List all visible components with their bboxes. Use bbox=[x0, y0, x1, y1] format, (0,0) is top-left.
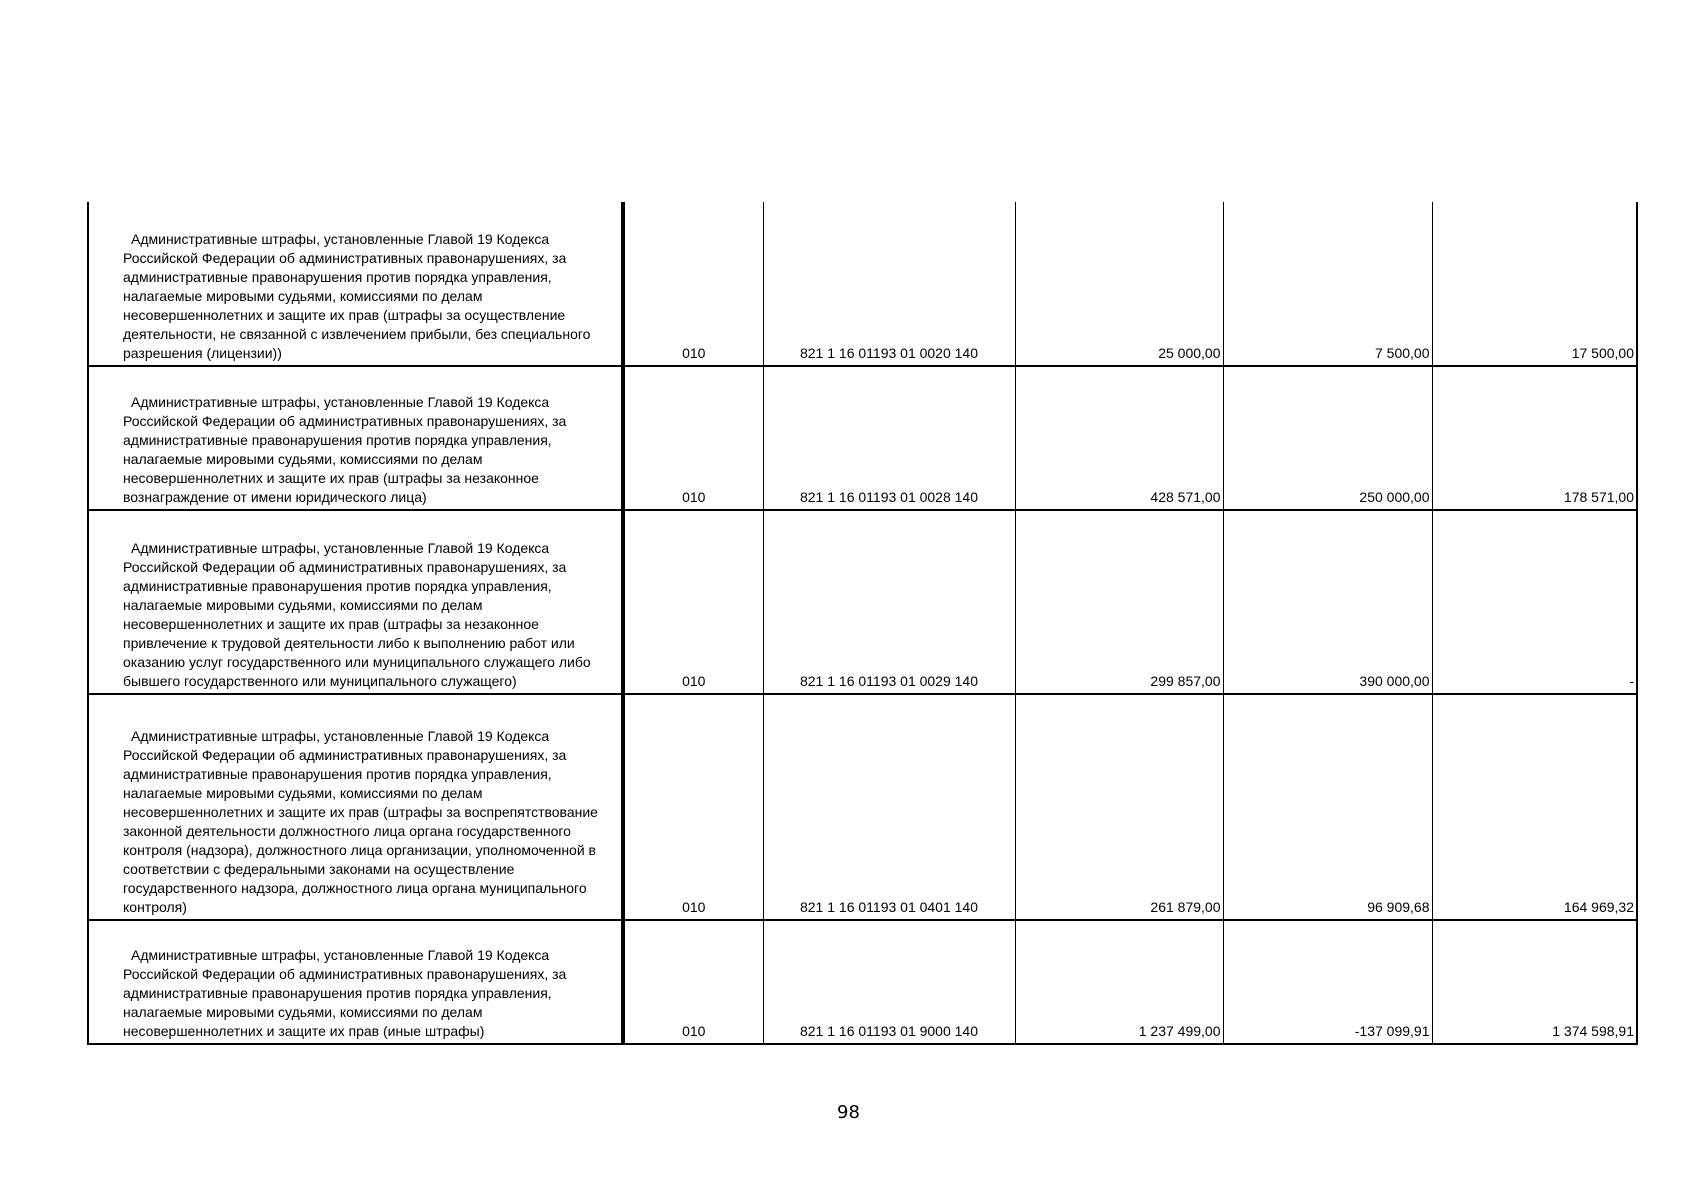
page-number: 98 bbox=[837, 1102, 860, 1123]
row-value-1: 1 237 499,00 bbox=[1015, 920, 1223, 1044]
row-value-3: - bbox=[1432, 510, 1637, 694]
row-line-code: 010 bbox=[623, 202, 763, 366]
row-kbk-code: 821 1 16 01193 01 0028 140 bbox=[763, 366, 1015, 510]
row-value-2: 250 000,00 bbox=[1223, 366, 1432, 510]
row-value-3: 178 571,00 bbox=[1432, 366, 1637, 510]
row-kbk-code: 821 1 16 01193 01 9000 140 bbox=[763, 920, 1015, 1044]
row-line-code: 010 bbox=[623, 920, 763, 1044]
row-value-3: 17 500,00 bbox=[1432, 202, 1637, 366]
row-value-3: 164 969,32 bbox=[1432, 694, 1637, 920]
row-value-3: 1 374 598,91 bbox=[1432, 920, 1637, 1044]
row-value-1: 299 857,00 bbox=[1015, 510, 1223, 694]
row-description-text: Административные штрафы, установленные Главой 19 Кодекса Российской Федерации об административных правонарушениях, за административные правонарушения против порядка управления, налагаемые мировыми судьями, комиссиями по делам несовершеннолетних и защите их прав (иные штрафы) bbox=[123, 947, 567, 1039]
row-value-2: 390 000,00 bbox=[1223, 510, 1432, 694]
row-line-code: 010 bbox=[623, 366, 763, 510]
table-row bbox=[88, 694, 1637, 920]
row-kbk-code: 821 1 16 01193 01 0029 140 bbox=[763, 510, 1015, 694]
table-row bbox=[88, 366, 1637, 510]
report-table bbox=[87, 202, 1638, 1045]
row-description bbox=[88, 202, 623, 366]
row-description bbox=[88, 366, 623, 510]
row-description-text: Административные штрафы, установленные Главой 19 Кодекса Российской Федерации об административных правонарушениях, за административные правонарушения против порядка управления, налагаемые мировыми судьями, комиссиями по делам несовершеннолетних и защите их прав (штрафы за незаконное вознаграждение от имени юридического лица) bbox=[123, 394, 567, 505]
row-value-2: 7 500,00 bbox=[1223, 202, 1432, 366]
row-value-2: -137 099,91 bbox=[1223, 920, 1432, 1044]
row-value-1: 25 000,00 bbox=[1015, 202, 1223, 366]
row-kbk-code: 821 1 16 01193 01 0401 140 bbox=[763, 694, 1015, 920]
row-description bbox=[88, 694, 623, 920]
row-description bbox=[88, 920, 623, 1044]
row-value-2: 96 909,68 bbox=[1223, 694, 1432, 920]
row-description-text: Административные штрафы, установленные Главой 19 Кодекса Российской Федерации об административных правонарушениях, за административные правонарушения против порядка управления, налагаемые мировыми судьями, комиссиями по делам несовершеннолетних и защите их прав (штрафы за незаконное привлечение к трудовой деятельности либо к выполнению работ или оказанию услуг государственного или муниципального служащего либо бывшего государственного или муниципального служащего) bbox=[123, 540, 591, 689]
row-line-code: 010 bbox=[623, 694, 763, 920]
row-value-1: 261 879,00 bbox=[1015, 694, 1223, 920]
table-row bbox=[88, 510, 1637, 694]
row-value-1: 428 571,00 bbox=[1015, 366, 1223, 510]
row-description-text: Административные штрафы, установленные Главой 19 Кодекса Российской Федерации об административных правонарушениях, за административные правонарушения против порядка управления, налагаемые мировыми судьями, комиссиями по делам несовершеннолетних и защите их прав (штрафы за воспрепятствование законной деятельности должностного лица органа государственного контроля (надзора), должностного лица организации, уполномоченной в соответствии с федеральными законами на осуществление государственного надзора, должностного лица органа муниципального контроля) bbox=[123, 728, 598, 915]
table-row bbox=[88, 202, 1637, 366]
row-line-code: 010 bbox=[623, 510, 763, 694]
row-kbk-code: 821 1 16 01193 01 0020 140 bbox=[763, 202, 1015, 366]
table-row bbox=[88, 920, 1637, 1044]
row-description-text: Административные штрафы, установленные Главой 19 Кодекса Российской Федерации об административных правонарушениях, за административные правонарушения против порядка управления, налагаемые мировыми судьями, комиссиями по делам несовершеннолетних и защите их прав (штрафы за осуществление деятельности, не связанной с извлечением прибыли, без специального разрешения (лицензии)) bbox=[123, 231, 591, 361]
row-description bbox=[88, 510, 623, 694]
